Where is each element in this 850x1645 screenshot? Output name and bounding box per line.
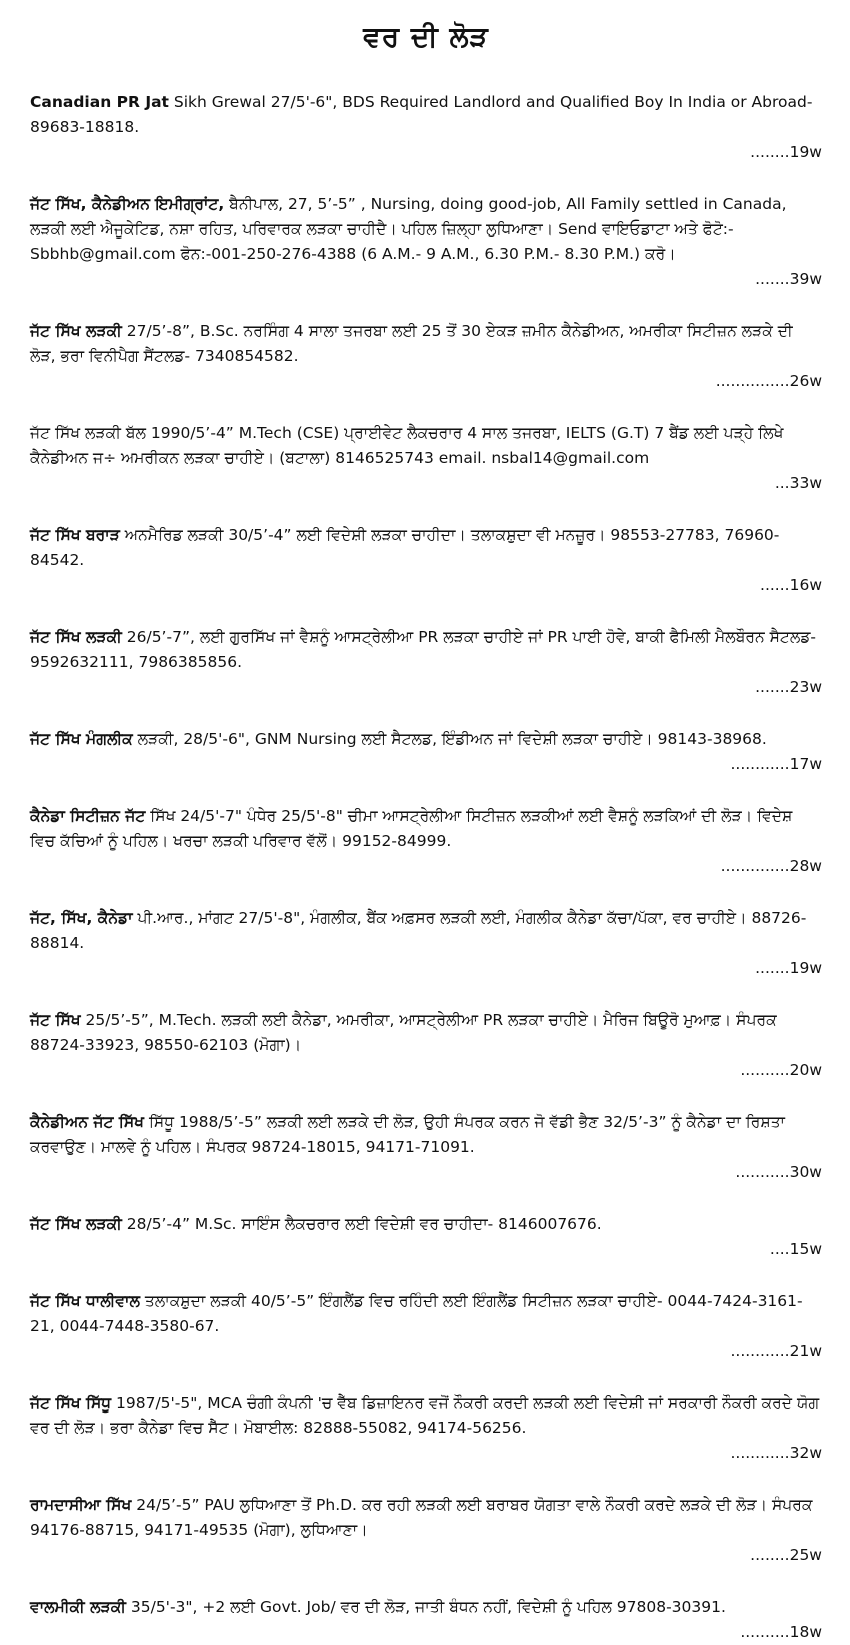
ad-code: ......16w [760, 576, 822, 594]
ad-text: Sikh Grewal 27/5'-6", BDS Required Landlord and Qualified Boy In India or Abroad-89683-18818. [30, 93, 813, 136]
ad-text: ਬੈਨੀਪਾਲ, 27, 5’-5” , Nursing, doing good-job, All Family settled in Canada, ਲੜਕੀ ਲਈ ਐਜੂਕੇਟਿਡ, ਨਸ਼ਾ ਰਹਿਤ, ਪਰਿਵਾਰਕ ਲੜਕਾ ਚਾਹੀਦੈ। ਪਹਿਲ ਜ਼ਿਲ੍ਹਾ ਲੁਧਿਆਣਾ। Send ਵਾਇਓਡਾਟਾ ਅਤੇ ਫੋਟੋ:- Sbbhb@gmail.com ਫੋਨ:-001-250-276-4388 (6 A.M.- 9 A.M., 6.30 P.M.- 8.30 P.M.) ਕਰੋ। [30, 195, 787, 263]
ad-lead: Canadian PR Jat [30, 93, 169, 111]
ad-entry [30, 319, 822, 394]
ad-text: ਪੀ.ਆਰ., ਮਾਂਗਟ 27/5'-8", ਮੰਗਲੀਕ, ਬੈਂਕ ਅਫ਼ਸਰ ਲੜਕੀ ਲਈ, ਮੰਗਲੀਕ ਕੈਨੇਡਾ ਕੱਚਾ/ਪੱਕਾ, ਵਰ ਚਾਹੀਏ। 88726-88814. [30, 909, 807, 952]
ad-lead: ਜੱਟ ਸਿੱਖ ਬਰਾੜ [30, 526, 120, 544]
ad-entry [30, 1008, 822, 1083]
ad-lead: ਜੱਟ ਸਿੱਖ [30, 1011, 81, 1029]
ad-lead: ਜੱਟ, ਸਿੱਖ, ਕੈਨੇਡਾ [30, 909, 133, 927]
ad-code: ...............26w [715, 372, 822, 390]
ad-lead: ਜੱਟ ਸਿੱਖ ਲੜਕੀ [30, 1215, 122, 1233]
ad-text: ਸਿੱਖ 24/5'-7" ਪੰਧੇਰ 25/5'-8" ਚੀਮਾ ਆਸਟ੍ਰੇਲੀਆ ਸਿਟੀਜ਼ਨ ਲੜਕੀਆਂ ਲਈ ਵੈਸ਼ਨੂੰ ਲੜਕਿਆਂ ਦੀ ਲੋੜ। ਵਿਦੇਸ਼ ਵਿਚ ਕੱਚਿਆਂ ਨੂੰ ਪਹਿਲ। ਖਰਚਾ ਲੜਕੀ ਪਰਿਵਾਰ ਵੱਲੋਂ। 99152-84999. [30, 807, 793, 850]
ad-code: ............32w [730, 1444, 822, 1462]
ad-entry [30, 727, 822, 777]
ad-entry [30, 625, 822, 700]
ad-lead: ਕੈਨੇਡੀਅਨ ਜੱਟ ਸਿੱਖ [30, 1113, 145, 1131]
ad-lead: ਜੱਟ ਸਿੱਖ ਸਿੱਧੂ [30, 1394, 112, 1412]
ad-lead: ਜੱਟ ਸਿੱਖ ਲੜਕੀ [30, 322, 122, 340]
ad-entry [30, 1595, 822, 1645]
ad-entry [30, 90, 822, 165]
ad-entry [30, 1391, 822, 1466]
ad-code: .......39w [755, 270, 822, 288]
ad-code: ............17w [730, 755, 822, 773]
ad-text: 1987/5'-5", MCA ਚੰਗੀ ਕੰਪਨੀ 'ਚ ਵੈੱਬ ਡਿਜ਼ਾਇਨਰ ਵਜੋਂ ਨੌਕਰੀ ਕਰਦੀ ਲੜਕੀ ਲਈ ਵਿਦੇਸ਼ੀ ਜਾਂ ਸਰਕਾਰੀ ਨੌਕਰੀ ਕਰਦੇ ਯੋਗ ਵਰ ਦੀ ਲੋੜ। ਭਰਾ ਕੈਨੇਡਾ ਵਿਚ ਸੈੱਟ। ਮੋਬਾਈਲ: 82888-55082, 94174-56256. [30, 1394, 820, 1437]
ad-text: ਲੜਕੀ, 28/5'-6", GNM Nursing ਲਈ ਸੈਟਲਡ, ਇੰਡੀਅਨ ਜਾਂ ਵਿਦੇਸ਼ੀ ਲੜਕਾ ਚਾਹੀਏ। 98143-38968. [132, 730, 767, 748]
ad-code: ...........30w [735, 1163, 822, 1181]
ad-code: ........19w [750, 143, 822, 161]
ad-text: 27/5’-8”, B.Sc. ਨਰਸਿੰਗ 4 ਸਾਲਾ ਤਜਰਬਾ ਲਈ 25 ਤੋਂ 30 ਏਕੜ ਜ਼ਮੀਨ ਕੈਨੇਡੀਅਨ, ਅਮਰੀਕਾ ਸਿਟੀਜ਼ਨ ਲੜਕੇ ਦੀ ਲੋੜ, ਭਰਾ ਵਿਨੀਪੈਗ ਸੈਂਟਲਡ- 7340854582. [30, 322, 793, 365]
ad-entry [30, 1110, 822, 1185]
ad-text: ਸਿੱਧੂ 1988/5’-5” ਲੜਕੀ ਲਈ ਲੜਕੇ ਦੀ ਲੋੜ, ਉਹੀ ਸੰਪਰਕ ਕਰਨ ਜੋ ਵੱਡੀ ਭੈਣ 32/5’-3” ਨੂੰ ਕੈਨੇਡਾ ਦਾ ਰਿਸ਼ਤਾ ਕਰਵਾਉਣ। ਮਾਲਵੇ ਨੂੰ ਪਹਿਲ। ਸੰਪਰਕ 98724-18015, 94171-71091. [30, 1113, 785, 1156]
ad-entry [30, 1289, 822, 1364]
ad-code: ..........20w [740, 1061, 822, 1079]
ad-code: ........25w [750, 1546, 822, 1564]
ad-text: 25/5’-5”, M.Tech. ਲੜਕੀ ਲਈ ਕੈਨੇਡਾ, ਅਮਰੀਕਾ, ਆਸਟ੍ਰੇਲੀਆ PR ਲੜਕਾ ਚਾਹੀਏ। ਮੈਰਿਜ ਬਿਊਰੋ ਮੁਆਫ਼। ਸੰਪਰਕ 88724-33923, 98550-62103 (ਮੋਗਾ)। [30, 1011, 777, 1054]
ad-lead: ਜੱਟ ਸਿੱਖ ਲੜਕੀ [30, 628, 122, 646]
ad-code: ....15w [769, 1240, 822, 1258]
ad-entry [30, 192, 822, 292]
ad-lead: ਜੱਟ ਸਿੱਖ, ਕੈਨੇਡੀਅਨ ਇਮੀਗ੍ਰਾਂਟ, [30, 195, 225, 213]
ad-lead: ਜੱਟ ਸਿੱਖ ਧਾਲੀਵਾਲ [30, 1292, 140, 1310]
ad-text: ਅਨਮੈਰਿਡ ਲੜਕੀ 30/5’-4” ਲਈ ਵਿਦੇਸ਼ੀ ਲੜਕਾ ਚਾਹੀਦਾ। ਤਲਾਕਸ਼ੁਦਾ ਵੀ ਮਨਜ਼ੂਰ। 98553-27783, 76960-84542. [30, 526, 780, 569]
ad-entry [30, 523, 822, 598]
ad-text: 35/5'-3", +2 ਲਈ Govt. Job/ ਵਰ ਦੀ ਲੋੜ, ਜਾਤੀ ਬੰਧਨ ਨਹੀਂ, ਵਿਦੇਸ਼ੀ ਨੂੰ ਪਹਿਲ 97808-30391. [125, 1598, 726, 1616]
ad-lead: ਰਾਮਦਾਸੀਆ ਸਿੱਖ [30, 1496, 132, 1514]
ad-code: ...33w [774, 474, 822, 492]
ad-lead: ਵਾਲਮੀਕੀ ਲੜਕੀ [30, 1598, 126, 1616]
ad-entry [30, 1493, 822, 1568]
ad-text: ਜੱਟ ਸਿੱਖ ਲੜਕੀ ਬੱਲ 1990/5’-4” M.Tech (CSE) ਪ੍ਰਾਈਵੇਟ ਲੈਕਚਰਾਰ 4 ਸਾਲ ਤਜਰਬਾ, IELTS (G.T) 7 ਬੈਂਡ ਲਈ ਪੜ੍ਹੇ ਲਿਖੇ ਕੈਨੇਡੀਅਨ ਜ÷ ਅਮਰੀਕਨ ਲੜਕਾ ਚਾਹੀਏ। (ਬਟਾਲਾ) 8146525743 email. nsbal14@gmail.com [30, 424, 784, 467]
ad-lead: ਕੈਨੇਡਾ ਸਿਟੀਜ਼ਨ ਜੱਟ [30, 807, 146, 825]
ad-text: 28/5’-4” M.Sc. ਸਾਇੰਸ ਲੈਕਚਰਾਰ ਲਈ ਵਿਦੇਸ਼ੀ ਵਰ ਚਾਹੀਦਾ- 8146007676. [121, 1215, 602, 1233]
ad-entry [30, 1212, 822, 1262]
ads-list [30, 90, 822, 1645]
ad-text: 26/5’-7”, ਲਈ ਗੁਰਸਿੱਖ ਜਾਂ ਵੈਸ਼ਨੂੰ ਆਸਟ੍ਰੇਲੀਆ PR ਲੜਕਾ ਚਾਹੀਏ ਜਾਂ PR ਪਾਈ ਹੋਵੇ, ਬਾਕੀ ਫੈਮਿਲੀ ਮੈਲਬੌਰਨ ਸੈਟਲਡ- 9592632111, 7986385856. [30, 628, 817, 671]
ad-code: .......23w [755, 678, 822, 696]
ad-entry [30, 421, 822, 496]
ad-lead: ਜੱਟ ਸਿੱਖ ਮੰਗਲੀਕ [30, 730, 133, 748]
page-title: ਵਰ ਦੀ ਲੋੜ [363, 20, 489, 53]
ad-text: 24/5’-5” PAU ਲੁਧਿਆਣਾ ਤੋਂ Ph.D. ਕਰ ਰਹੀ ਲੜਕੀ ਲਈ ਬਰਾਬਰ ਯੋਗਤਾ ਵਾਲੇ ਨੌਕਰੀ ਕਰਦੇ ਲੜਕੇ ਦੀ ਲੋੜ। ਸੰਪਰਕ 94176-88715, 94171-49535 (ਮੋਗਾ), ਲੁਧਿਆਣਾ। [30, 1496, 813, 1539]
ad-code: ..........18w [740, 1623, 822, 1641]
ad-code: ............21w [730, 1342, 822, 1360]
ad-code: .......19w [755, 959, 822, 977]
ad-entry [30, 804, 822, 879]
ad-text: ਤਲਾਕਸ਼ੁਦਾ ਲੜਕੀ 40/5’-5” ਇੰਗਲੈਂਡ ਵਿਚ ਰਹਿੰਦੀ ਲਈ ਇੰਗਲੈਂਡ ਸਿਟੀਜ਼ਨ ਲੜਕਾ ਚਾਹੀਏ- 0044-7424-3161-21, 0044-7448-3580-67. [30, 1292, 803, 1335]
ad-entry [30, 906, 822, 981]
ad-code: ..............28w [720, 857, 822, 875]
